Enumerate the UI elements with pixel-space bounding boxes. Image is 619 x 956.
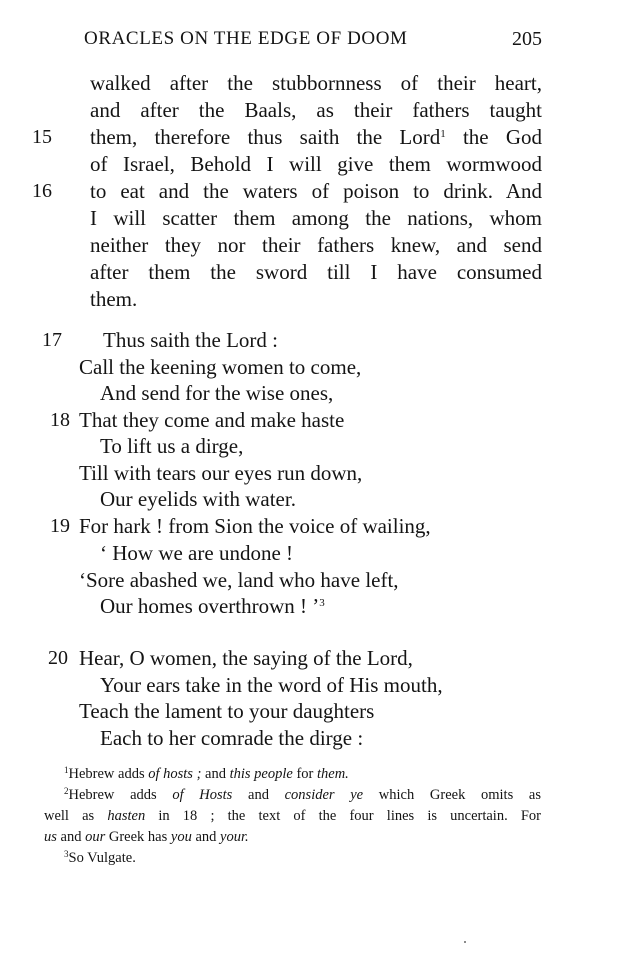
prose-line: neither they nor their fathers knew, and send: [90, 233, 542, 257]
prose-line: and after the Baals, as their fathers taught: [90, 98, 542, 122]
verse-line: And send for the wise ones,: [100, 381, 334, 405]
prose-line: I will scatter them among the nations, whom: [90, 206, 542, 230]
verse-number: 19: [50, 515, 70, 537]
prose-line: 16 to eat and the waters of poison to drink. And: [32, 179, 542, 203]
verse-line: Our eyelids with water.: [100, 487, 296, 511]
verse-line: Our homes overthrown ! ’$^3$: [100, 594, 325, 618]
verse-line: Your ears take in the word of His mouth,: [100, 673, 443, 697]
footnote-1: $^1$Hebrew adds of hosts ; and this people for them.: [64, 765, 349, 782]
prose-line: them.: [90, 287, 138, 311]
verse-line: Each to her comrade the dirge :: [100, 726, 364, 750]
footnote-2-continued: well as hasten in 18 ; the text of the four lines is uncertain. For: [44, 808, 542, 824]
footnote-3: $^3$So Vulgate.: [64, 849, 136, 866]
verse-number: 18: [50, 409, 70, 431]
prose-line: walked after the stubbornness of their heart,: [90, 71, 542, 95]
verse-number: 20: [48, 647, 68, 669]
print-speck: [464, 941, 466, 943]
prose-line: 15 them, therefore thus saith the Lord$^1$ the God: [32, 125, 542, 149]
verse-line: Hear, O women, the saying of the Lord,: [79, 646, 413, 670]
verse-line: Call the keening women to come,: [79, 355, 362, 379]
verse-line: ‘ How we are undone !: [100, 541, 294, 565]
verse-line: To lift us a dirge,: [100, 434, 244, 458]
verse-number: 16: [32, 180, 52, 202]
verse-line: That they come and make haste: [79, 408, 345, 432]
verse-line: Till with tears our eyes run down,: [79, 461, 363, 485]
verse-number: 17: [42, 329, 62, 351]
running-title: ORACLES ON THE EDGE OF DOOM: [84, 28, 408, 49]
verse-line: ‘Sore abashed we, land who have left,: [79, 568, 399, 592]
verse-line: Thus saith the Lord :: [103, 328, 278, 352]
footnotes: [44, 764, 541, 869]
prose-passage: [32, 70, 542, 313]
page-header: [84, 28, 542, 54]
footnote-mark: 1: [440, 128, 446, 140]
footnote-mark: 3: [319, 597, 325, 609]
verse-line: For hark ! from Sion the voice of wailing,: [79, 514, 431, 538]
verse-number: 15: [32, 126, 52, 148]
prose-line: of Israel, Behold I will give them wormwood: [90, 152, 542, 176]
page-number: 205: [512, 28, 542, 50]
prose-line: after them the sword till I have consumed: [90, 260, 542, 284]
footnote-2: $^2$Hebrew adds of Hosts and consider ye which Greek omits as: [64, 786, 541, 803]
verse-line: Teach the lament to your daughters: [79, 699, 375, 723]
footnote-2-continued: us and our Greek has you and your.: [44, 829, 249, 845]
